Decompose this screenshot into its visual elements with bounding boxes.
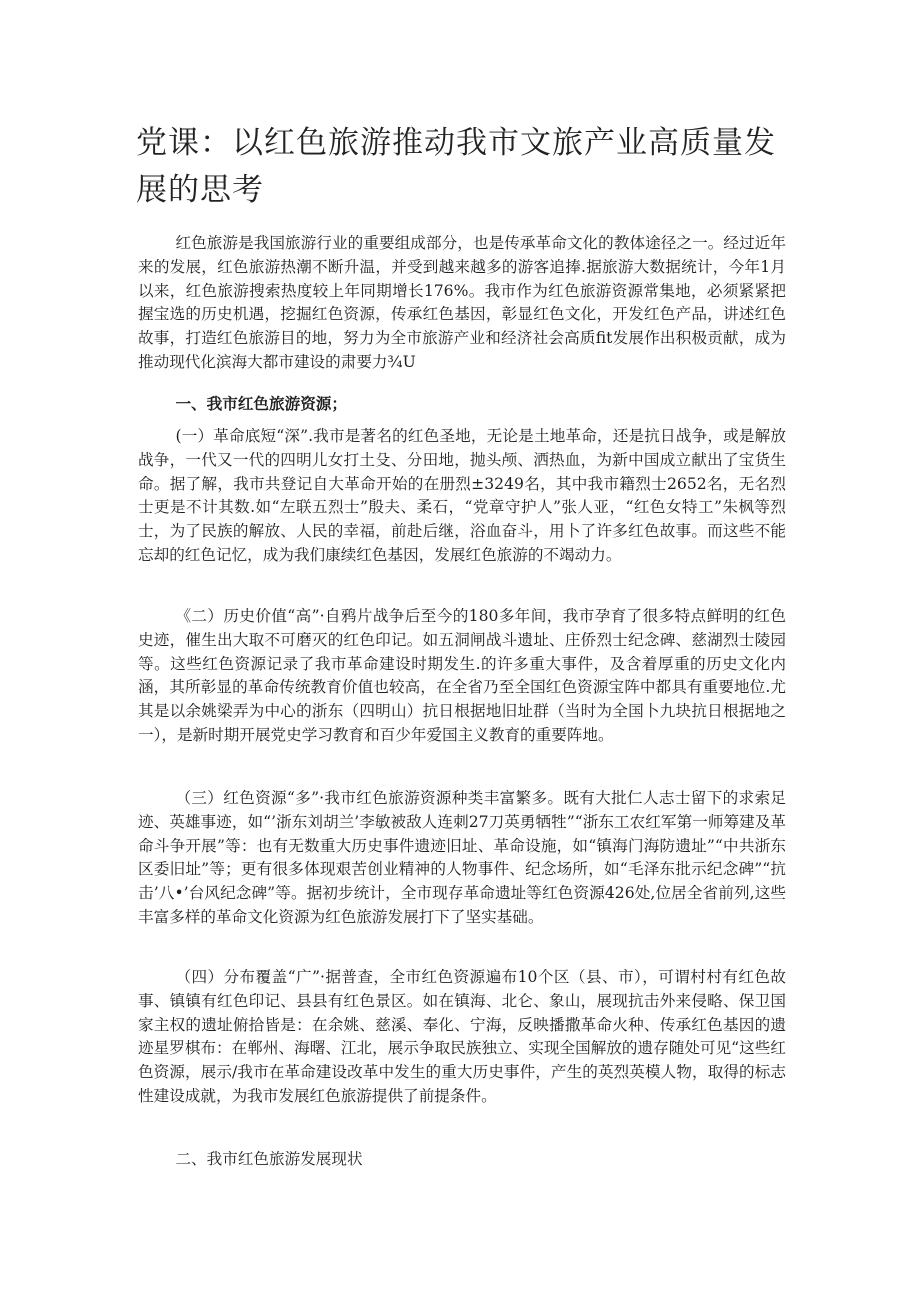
- section-heading-1: 一、我市红色旅游资源；: [175, 395, 347, 413]
- section-heading-2: 二、我市红色旅游发展现状: [175, 1150, 363, 1168]
- section1-paragraph-4: （四）分布覆盖“广”·据普查，全市红色资源遍布10个区（县、市），可谓村村有红色故事、镇镇有红色印记、县县有红色景区。如在镇海、北仑、象山，展现抗击外来侵略、保卫国家主权的遗址俯拾皆是：在余姚、慈溪、奉化、宁海，反映播撒革命火种、传承红色基因的遗迹星罗棋布：在郸州、海曙、江北，展示争取民族独立、实现全国解放的遗存随处可见“这些红色资源，展示/我市在革命建设改革中发生的重大历史事件，产生的英烈英模人物，取得的标志性建设成就，为我市发展红色旅游提供了前提条件。: [138, 968, 786, 1105]
- intro-paragraph: 红色旅游是我国旅游行业的重要组成部分，也是传承革命文化的教体途径之一。经过近年来的发展，红色旅游热潮不断升温，并受到越来越多的游客追捧.据旅游大数据统计，今年1月以来，红色旅游搜索热度较上年同期增长176%。我市作为红色旅游资源常集地，必须紧紧把握宝选的历史机遇，挖掘红色资源，传承红色基因，彰显红色文化，开发红色产品，讲述红色故事，打造红色旅游目的地，努力为全市旅游产业和经济社会高质fit发展作出积极贡献，成为推动现代化滨海大都市建设的肃要力¾U: [138, 234, 786, 371]
- section1-paragraph-3: （三）红色资源“多”·我市红色旅游资源种类丰富繁多。既有大批仁人志士留下的求索足迹、英雄事迹，如“’浙东刘胡兰’李敏被敌人连刺27刀英勇牺牲”“浙东工农红军第一师筹建及革命斗争开展”等：也有无数重大历史事件遗迹旧址、革命设施，如“镇海门海防遗址”“中共浙东区委旧址”等；更有很多体现艰苦创业精神的人物事件、纪念场所，如“毛泽东批示纪念碑”“抗击’八•’台风纪念碑”等。据初步统计，全市现存革命遗址等红色资源426处,位居全省前列,这些丰富多样的革命文化资源为红色旅游发展打下了坚实基础。: [138, 789, 786, 926]
- section1-paragraph-1: (一）革命底短“深”.我市是著名的红色圣地，无论是土地革命，还是抗日战争，或是解放战争，一代又一代的四明儿女打土殳、分田地，抛头颅、洒热血，为新中国成立献出了宝货生命。据了解，我市共登记自大革命开始的在册烈±3249名，其中我市籍烈士2652名，无名烈士更是不计其数.如“左联五烈士”殷夫、柔石，“党章守护人”张人亚，“红色女特工”朱枫等烈士，为了民族的解放、人民的幸福，前赴后继，浴血奋斗，用卜了许多红色故事。而这些不能忘却的红色记忆，成为我们康续红色基因，发展红色旅游的不竭动力。: [138, 427, 786, 564]
- document-title: 党课：以红色旅游推动我市文旅产业高质量发展的思考: [136, 125, 776, 208]
- section1-paragraph-2: 《二）历史价值“高”·自鸦片战争后至今的180多年间，我市孕育了很多特点鲜明的红色史迹，催生出大取不可磨灭的红色印记。如五洞闸战斗遗址、庄侨烈士纪念碑、慈湖烈士陵园等。这些红色资源记录了我市革命建设时期发生.的许多重大事件，及含着厚重的历史文化内涵，其所彰显的革命传统教育价值也较高，在全省乃至全国红色资源宝阵中都具有重要地位.尤其是以余姚梁弄为中心的浙东（四明山）抗日根据地旧址群（当时为全国卜九块抗日根据地之一），是新时期开展党史学习教育和百少年爱国主义教育的重要阵地。: [138, 607, 786, 744]
